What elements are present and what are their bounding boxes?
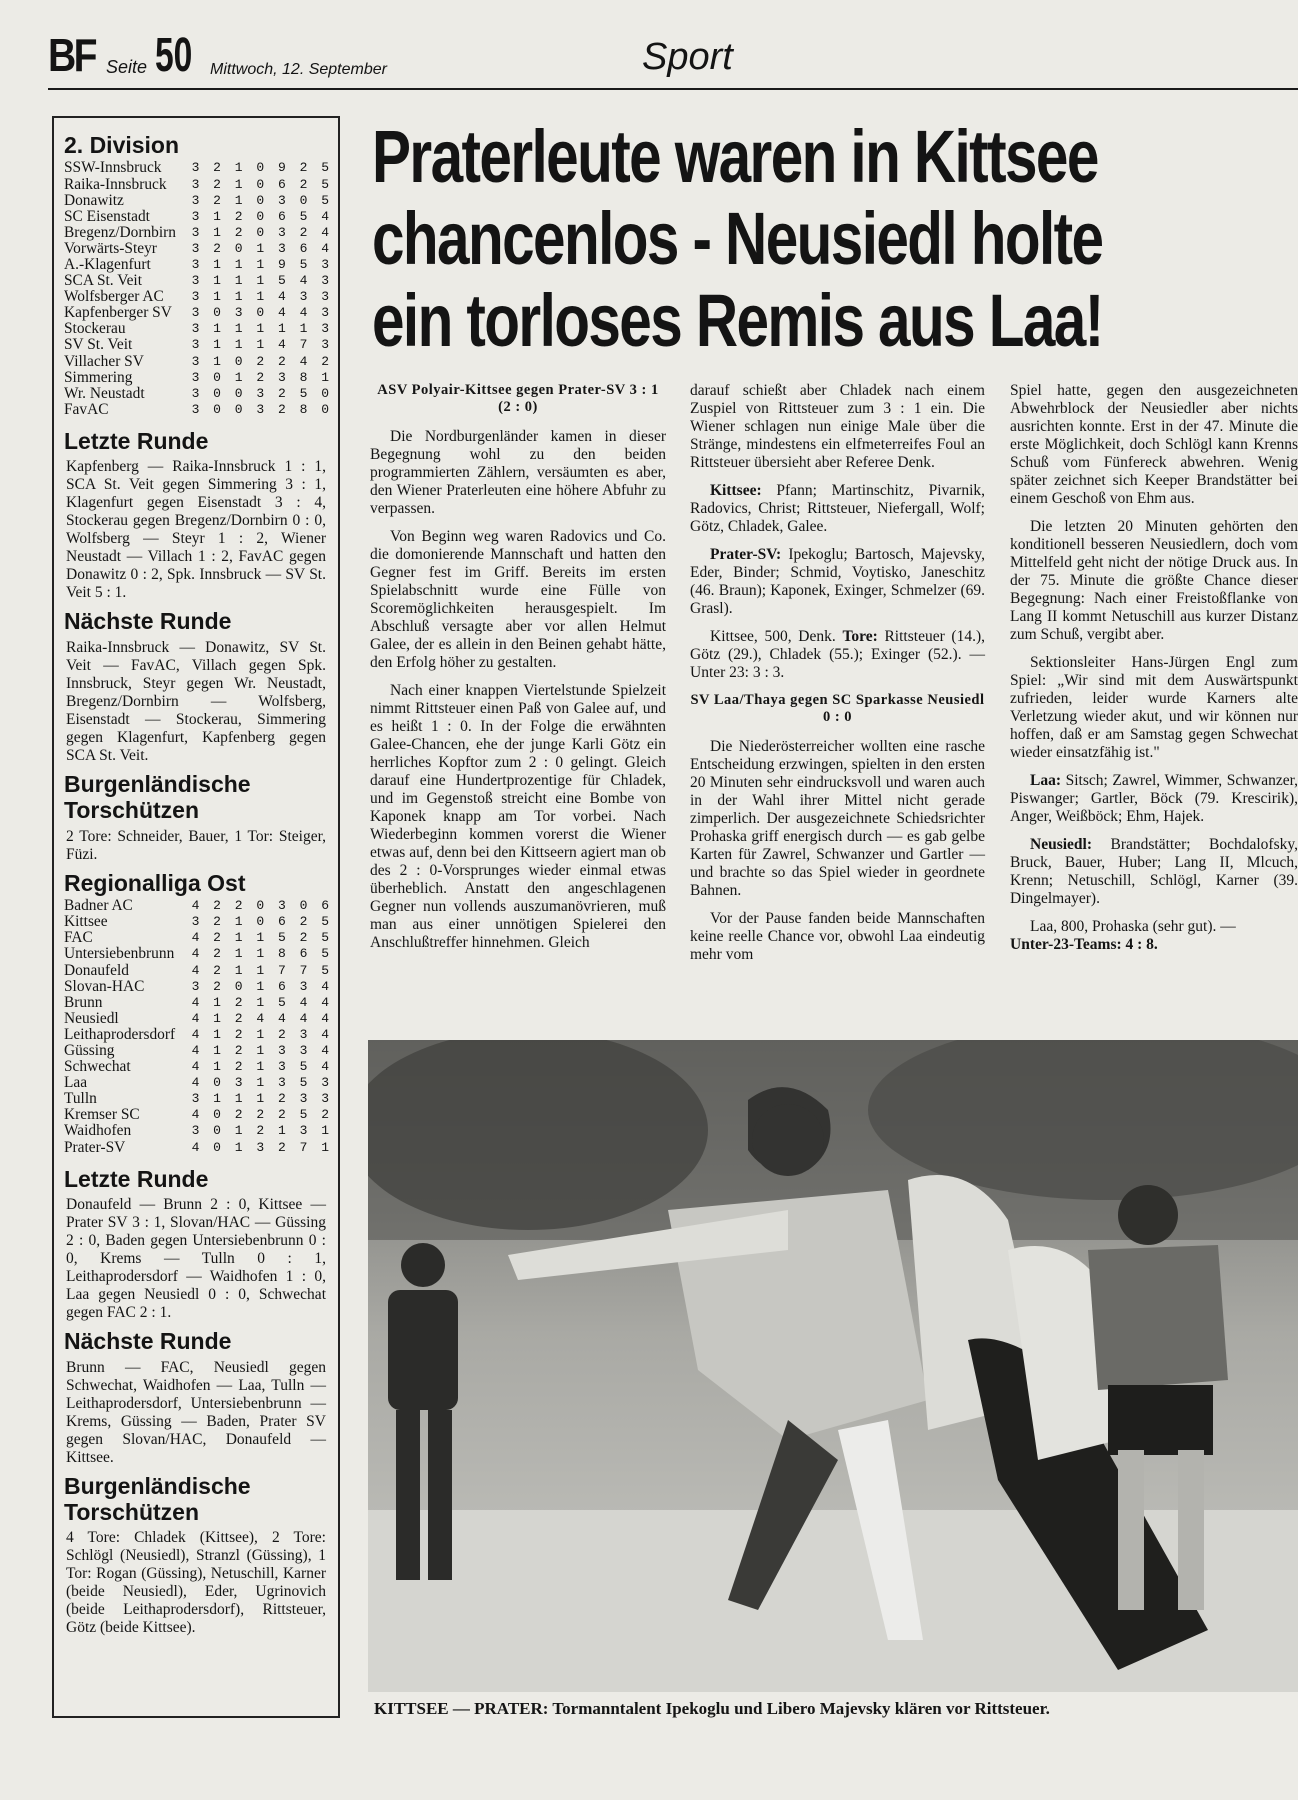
team-stats: 3 1 0 2 2 4 2 bbox=[191, 353, 332, 369]
standings-row bbox=[64, 225, 332, 241]
standings-row bbox=[64, 914, 332, 930]
team-name: Vorwärts-Steyr bbox=[64, 239, 157, 257]
team-name: Tulln bbox=[64, 1090, 97, 1108]
team-stats: 4 1 2 1 2 3 4 bbox=[191, 1026, 332, 1042]
team-stats: 3 1 1 1 9 5 3 bbox=[191, 257, 332, 272]
team-name: Kapfenberger SV bbox=[64, 304, 172, 322]
div2-scorers-title: Burgenländische Torschützen bbox=[64, 770, 251, 824]
standings-row bbox=[64, 1123, 332, 1139]
article-paragraph: Die Niederösterreicher wollten eine rasche Entscheidung erzwingen, spielten in den ersten 20 Minuten sehr eindrucksvoll und waren auch in der Wahl ihrer Mittel nicht gerade zimperlich. Der ausgezeichnete Schiedsrichter Prohaska griff energisch durch — es gab gelbe Karten für Zawrel, Schwanzer und Gartler — und brachte so das Spiel wieder in geordnete Bahnen. bbox=[690, 738, 985, 899]
page-label: Seite bbox=[106, 57, 148, 77]
team-stats: 3 1 2 0 3 2 4 bbox=[191, 224, 332, 240]
article-paragraph: darauf schießt aber Chladek nach einem Zuspiel von Rittsteuer zum 3 : 1 ein. Die Wiener schlagen nun einige Male über die Stränge, mindestens ein elfmeterreifes Foul an Rittsteuer übersieht aber Referee Denk. bbox=[690, 382, 985, 471]
div2-standings-table bbox=[64, 160, 338, 418]
standings-row bbox=[64, 1075, 332, 1091]
article-paragraph: Sektionsleiter Hans-Jürgen Engl zum Spiel: „Wir sind mit dem Auswärtspunkt zufrieden, leider wurde Karners alte Verletzung wieder akut, und wir können nur hoffen, daß er am Samstag gegen Schwechat wieder einsatzfähig ist." bbox=[1010, 654, 1298, 761]
lineup-text: Ipekoglu; Bartosch, Majevsky, Eder, Binder; Schmid, Voytisko, Janeschitz (46. Braun); Kaponek, Exinger, Schmelzer (69. Grasl). bbox=[690, 546, 986, 617]
match-venue-info: Laa, 800, Prohaska (sehr gut). — bbox=[1030, 918, 1236, 935]
headline-line-1: Praterleute waren in Kittsee bbox=[372, 116, 1098, 198]
team-stats: 4 0 2 2 2 5 2 bbox=[191, 1107, 332, 1123]
team-name: Badner AC bbox=[64, 897, 133, 915]
kittsee-lineup bbox=[690, 482, 985, 536]
team-stats: 3 0 0 3 2 8 0 bbox=[191, 401, 332, 417]
team-stats: 3 0 3 0 4 4 3 bbox=[191, 305, 332, 321]
standings-row bbox=[64, 241, 332, 257]
team-stats: 3 1 1 1 1 1 3 bbox=[191, 321, 332, 337]
goals-label: Tore: bbox=[842, 628, 878, 645]
team-name: Brunn bbox=[64, 993, 103, 1011]
standings-row bbox=[64, 946, 332, 962]
standings-row bbox=[64, 1027, 332, 1043]
team-stats: 3 2 0 1 3 6 4 bbox=[191, 240, 332, 256]
team-name: SSW-Innsbruck bbox=[64, 159, 162, 177]
standings-row bbox=[64, 1091, 332, 1107]
standings-row bbox=[64, 289, 332, 305]
team-stats: 3 1 1 1 2 3 3 bbox=[191, 1091, 332, 1107]
team-label: Laa: bbox=[1030, 772, 1061, 789]
team-stats: 4 0 3 1 3 5 3 bbox=[191, 1075, 332, 1091]
team-name: A.-Klagenfurt bbox=[64, 256, 151, 273]
team-name: Stockerau bbox=[64, 320, 126, 338]
standings-row bbox=[64, 193, 332, 209]
team-name: Kittsee bbox=[64, 913, 108, 931]
team-name: Raika-Innsbruck bbox=[64, 175, 167, 193]
standings-row bbox=[64, 209, 332, 225]
team-name: Prater-SV bbox=[64, 1138, 126, 1156]
standings-row bbox=[64, 321, 332, 337]
team-name: Neusiedl bbox=[64, 1009, 119, 1027]
team-stats: 3 0 0 3 2 5 0 bbox=[191, 385, 332, 401]
div2-last-round-text: Kapfenberg — Raika-Innsbruck 1 : 1, SCA St. Veit gegen Simmering 3 : 1, Klagenfurt gegen Eisenstadt 3 : 4, Stockerau gegen Bregenz/Dornbirn 0 : 0, Wolfsberg — Steyr 1 : 2, Wiener Neustadt — Villach 1 : 2, FavAC gegen Donawitz 0 : 2, Spk. Innsbruck — SV St. Veit 5 : 1. bbox=[66, 458, 326, 602]
team-name: Wr. Neustadt bbox=[64, 384, 145, 402]
team-stats: 4 2 2 0 3 0 6 bbox=[191, 898, 332, 914]
team-name: Villacher SV bbox=[64, 352, 144, 370]
standings-row bbox=[64, 1043, 332, 1059]
team-stats: 4 1 2 1 5 4 4 bbox=[191, 994, 332, 1010]
rlo-last-round-text: Donaufeld — Brunn 2 : 0, Kittsee — Prater SV 3 : 1, Slovan/HAC — Güssing 2 : 0, Baden gegen Untersiebenbrunn 0 : 0, Krems — Tulln 0 : 1, Leithaprodersdorf — Waidhofen 1 : 0, Laa gegen Neusiedl 0 : 0, Schwechat gegen FAC 2 : 1. bbox=[66, 1196, 326, 1322]
u23-result: Unter-23-Teams: 4 : 8. bbox=[1010, 936, 1158, 953]
team-stats: 4 0 1 3 2 7 1 bbox=[191, 1139, 332, 1155]
article-paragraph: Von Beginn weg waren Radovics und Co. die domonierende Mannschaft und hatten den Gegner fest im Griff. Bereits im ersten Spielabschnitt wurde eine Fülle von Scoremöglichkeiten herausgespielt. Im Abschluß versagte aber vor allen Helmut Galee, der es allein in den Beinen gehabt hätte, den Erfolg höher zu gestalten. bbox=[370, 528, 666, 671]
team-stats: 3 1 1 1 4 7 3 bbox=[191, 337, 332, 353]
photo-caption: KITTSEE — PRATER: Tormanntalent Ipekoglu und Libero Majevsky klären vor Rittsteuer. bbox=[374, 1699, 1050, 1718]
team-name: Laa bbox=[64, 1074, 88, 1092]
match1-stats bbox=[690, 628, 985, 682]
prater-lineup bbox=[690, 546, 985, 618]
standings-row bbox=[64, 386, 332, 402]
team-name: SC Eisenstadt bbox=[64, 207, 150, 225]
article-paragraph: Vor der Pause fanden beide Mannschaften keine reelle Chance vor, obwohl Laa eindeutig mehr vom bbox=[690, 910, 985, 963]
headline-line-2: chancenlos - Neusiedl holte bbox=[372, 197, 1103, 280]
team-name: Wolfsberger AC bbox=[64, 288, 164, 306]
rlo-next-round-text: Brunn — FAC, Neusiedl gegen Schwechat, Waidhofen — Laa, Tulln — Leithaprodersdorf, Untersiebenbrunn — Krems, Güssing — Baden, Prater SV gegen Slovan/HAC, Donaufeld — Kittsee. bbox=[66, 1358, 326, 1466]
team-stats: 4 1 2 1 3 5 4 bbox=[191, 1059, 332, 1075]
standings-sidebar bbox=[52, 116, 340, 1718]
article-paragraph: Die letzten 20 Minuten gehörten den konditionell besseren Neusiedlern, doch vom Mittelfeld geht nicht der nötige Druck aus. In der 75. Minute die größte Chance dieser Begegnung: Nach einer Freistoßflanke von Lang II kommt Netuschill aus kurzer Distanz zum Schuß, vergibt aber. bbox=[1010, 518, 1298, 643]
team-name: Kremser SC bbox=[64, 1106, 140, 1124]
standings-row bbox=[64, 963, 332, 979]
team-name: Waidhofen bbox=[64, 1122, 132, 1140]
team-stats: 4 2 1 1 8 6 5 bbox=[191, 946, 332, 962]
team-stats: 3 2 0 1 6 3 4 bbox=[191, 978, 332, 994]
article-paragraph: Spiel hatte, gegen den ausgezeichneten Abwehrblock der Neusiedler aber nichts ausrichten konnte. Erst in der 47. Minute die erste Möglichkeit, doch Schlögl kann Krenns Schuß vom Fünfereck abwehren. Wenig später zeichnet sich Keeper Brandstätter bei einem Geschoß von Ehm aus. bbox=[1010, 382, 1298, 507]
div2-scorers-text: 2 Tore: Schneider, Bauer, 1 Tor: Steiger, Füzi. bbox=[66, 827, 326, 863]
div2-next-round-title: Nächste Runde bbox=[64, 608, 232, 635]
team-name: FAC bbox=[64, 929, 93, 947]
standings-row bbox=[64, 898, 332, 914]
standings-row bbox=[64, 354, 332, 370]
standings-row bbox=[64, 160, 332, 176]
standings-row bbox=[64, 273, 332, 289]
team-stats: 3 2 1 0 9 2 5 bbox=[191, 160, 332, 176]
team-name: FavAC bbox=[64, 400, 109, 418]
standings-row bbox=[64, 1107, 332, 1123]
team-stats: 4 1 2 4 4 4 4 bbox=[191, 1010, 332, 1026]
team-stats: 3 1 1 1 4 3 3 bbox=[191, 289, 332, 305]
standings-row bbox=[64, 1059, 332, 1075]
match2-stats bbox=[1010, 918, 1298, 954]
team-name: Simmering bbox=[64, 368, 133, 386]
team-name: Slovan-HAC bbox=[64, 977, 145, 995]
regionalliga-standings-table bbox=[64, 898, 338, 1156]
team-name: Donaufeld bbox=[64, 961, 129, 979]
standings-row bbox=[64, 995, 332, 1011]
standings-row bbox=[64, 337, 332, 353]
rlo-scorers-title: Burgenländische Torschützen bbox=[64, 1472, 251, 1525]
team-name: Schwechat bbox=[64, 1058, 131, 1076]
team-label: Neusiedl: bbox=[1030, 836, 1092, 853]
headline-line-3: ein torloses Remis aus Laa! bbox=[372, 279, 1103, 362]
article-column-2 bbox=[690, 382, 985, 974]
lineup-text: Pfann; Martinschitz, Pivarnik, Radovics, Christ; Rittsteuer, Niefergall, Wolf; Götz, Chladek, Galee. bbox=[690, 482, 985, 535]
team-label: Kittsee: bbox=[710, 482, 762, 499]
team-name: Güssing bbox=[64, 1041, 115, 1059]
team-stats: 4 2 1 1 7 7 5 bbox=[191, 962, 332, 978]
team-stats: 4 2 1 1 5 2 5 bbox=[191, 930, 332, 946]
team-stats: 3 0 1 2 3 8 1 bbox=[191, 369, 332, 385]
team-stats: 3 2 1 0 6 2 5 bbox=[191, 176, 332, 192]
page-number: 50 bbox=[155, 29, 193, 82]
standings-row bbox=[64, 305, 332, 321]
photo-illustration bbox=[368, 1040, 1298, 1692]
standings-row bbox=[64, 1140, 332, 1156]
team-name: SCA St. Veit bbox=[64, 272, 142, 290]
team-name: Untersiebenbrunn bbox=[64, 945, 175, 963]
team-stats: 3 0 1 2 1 3 1 bbox=[191, 1123, 332, 1139]
team-name: SV St. Veit bbox=[64, 336, 133, 354]
headline bbox=[372, 116, 1296, 362]
rlo-scorers-text: 4 Tore: Chladek (Kittsee), 2 Tore: Schlögl (Neusiedl), Stranzl (Güssing), 1 Tor: Rogan (Güssing), Netuschill, Karner (beide Neusiedl), Eder, Ugrinovich (beide Leithaprodersdorf), Rittsteuer, Götz (beide Kittsee). bbox=[66, 1529, 326, 1637]
goals-text: Rittsteuer (14.), Götz (29.), Chladek (55.); Exinger (52.). — Unter 23: 3 : 3. bbox=[690, 628, 986, 681]
article-column-1 bbox=[370, 382, 666, 962]
article-column-3 bbox=[1010, 382, 1298, 1016]
team-name: Bregenz/Dornbirn bbox=[64, 223, 176, 241]
match-photo bbox=[368, 1040, 1298, 1692]
standings-row bbox=[64, 930, 332, 946]
team-stats: 3 1 2 0 6 5 4 bbox=[191, 208, 332, 224]
team-stats: 3 2 1 0 6 2 5 bbox=[191, 914, 332, 930]
laa-lineup bbox=[1010, 772, 1298, 826]
newspaper-logo: BF bbox=[48, 29, 96, 81]
article-paragraph: Die Nordburgenländer kamen in dieser Begegnung wohl zu den beiden programmierten Zählern, versäumten es aber, den Wiener Praterleuten eine höhere Abfuhr zu verpassen. bbox=[370, 428, 666, 517]
standings-row bbox=[64, 402, 332, 418]
div2-title: 2. Division bbox=[64, 132, 180, 158]
neusiedl-lineup bbox=[1010, 836, 1298, 908]
regionalliga-title: Regionalliga Ost bbox=[64, 869, 246, 896]
standings-row bbox=[64, 177, 332, 193]
standings-row bbox=[64, 1011, 332, 1027]
lineup-text: Brandstätter; Bochdalofsky, Bruck, Bauer, Huber; Lang II, Mlcuch, Krenn; Netuschill, Schlögl, Karner (39. Dingelmayer). bbox=[1010, 836, 1298, 907]
team-name: Donawitz bbox=[64, 191, 124, 209]
issue-date: Mittwoch, 12. September bbox=[210, 61, 387, 78]
team-label: Prater-SV: bbox=[710, 546, 782, 563]
rlo-next-round-title: Nächste Runde bbox=[64, 1328, 232, 1355]
div2-next-round-text: Raika-Innsbruck — Donawitz, SV St. Veit — FavAC, Villach gegen Spk. Innsbruck, Steyr gegen Wr. Neustadt, Bregenz/Dornbirn — Wolfsberg, Eisenstadt — Stockerau, Simmering gegen Klagenfurt, Kapfenberg gegen SCA St. Veit. bbox=[66, 638, 326, 764]
standings-row bbox=[64, 370, 332, 386]
standings-row bbox=[64, 979, 332, 995]
rlo-last-round-title: Letzte Runde bbox=[64, 1165, 209, 1192]
match-venue-info: Kittsee, 500, Denk. bbox=[710, 628, 836, 645]
match2-header: SV Laa/Thaya gegen SC Sparkasse Neusiedl 0 : 0 bbox=[690, 692, 985, 725]
header-rule bbox=[48, 88, 1298, 90]
team-stats: 4 1 2 1 3 3 4 bbox=[191, 1042, 332, 1058]
match1-header: ASV Polyair-Kittsee gegen Prater-SV 3 : 1 (2 : 0) bbox=[377, 382, 659, 415]
team-stats: 3 1 1 1 5 4 3 bbox=[191, 273, 332, 289]
team-name: Leithaprodersdorf bbox=[64, 1025, 176, 1043]
section-title: Sport bbox=[642, 36, 733, 78]
team-stats: 3 2 1 0 3 0 5 bbox=[191, 192, 332, 208]
standings-row bbox=[64, 257, 332, 273]
lineup-text: Sitsch; Zawrel, Wimmer, Schwanzer, Piswanger; Gartler, Böck (79. Krescirik), Anger, Weißböck; Ehm, Hajek. bbox=[1010, 772, 1298, 825]
article-paragraph: Nach einer knappen Viertelstunde Spielzeit nimmt Rittsteuer einen Paß von Galee auf, und es heißt 1 : 0. In der Folge die erwähnten Galee-Chancen, ehe der junge Karli Götz ein herrliches Kopftor zum 2 : 0 gelingt. Gleich darauf eine Hundertprozentige für Chladek, und im Gegenstoß streicht eine Bombe von Kaponek knapp am Tor vorbei. Nach Wiederbeginn kommen vorerst die Wiener etwas auf, denn bei den Kittseern agiert man ob des 2 : 0-Vorsprunges wieder einmal etwas überheblich. Anstatt den angeschlagenen Gegner nun vollends auszumanövrieren, muß man aus einer unnötigen Spielerei den Anschlußtreffer hinnehmen. Gleich bbox=[370, 682, 666, 951]
div2-last-round-title: Letzte Runde bbox=[64, 427, 209, 454]
